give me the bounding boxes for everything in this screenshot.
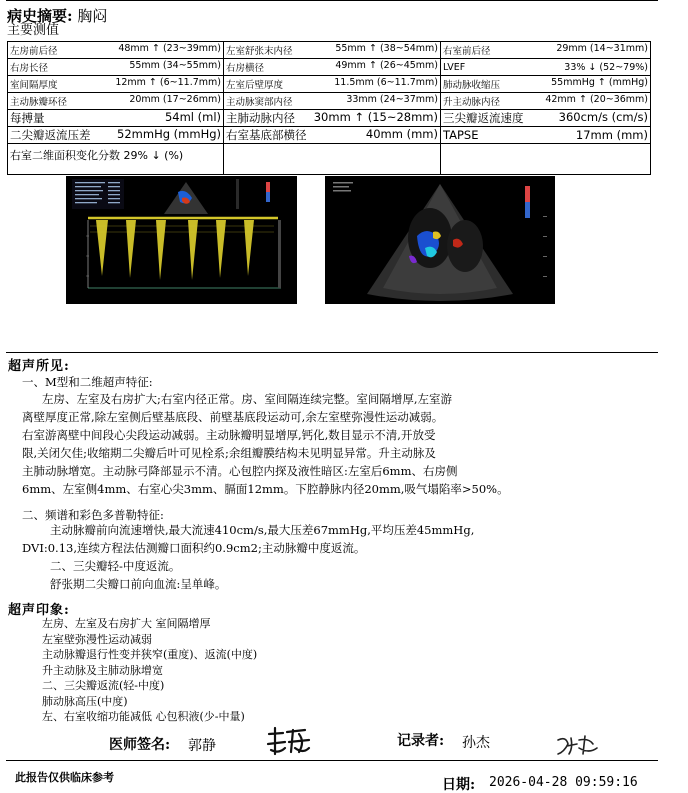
measurement-row <box>8 144 651 175</box>
measurement-row <box>8 42 651 59</box>
findings-line: 限,关闭欠佳;收缩期二尖瓣后叶可见栓系;余组瓣膜结构未见明显异常。升主动脉及 <box>22 446 436 460</box>
measurement-value: 49mm ↑ (26~45mm) <box>335 60 438 71</box>
measurement-label: 左室后壁厚度 <box>226 80 284 91</box>
measurement-value: 55mm ↑ (38~54mm) <box>335 43 438 54</box>
measurement-value: 29mm (14~31mm) <box>556 43 648 54</box>
measurement-label: 主肺动脉内径 <box>226 111 295 125</box>
doppler-line: 二、三尖瓣轻-中度返流。 <box>50 559 181 573</box>
measurement-label: 右室基底部横径 <box>226 128 307 142</box>
measurement-row <box>8 110 651 127</box>
measurement-cell <box>441 76 651 93</box>
clinical-reference-note: 此报告仅供临床参考 <box>15 771 114 784</box>
measurement-label: 主动脉窦部内径 <box>226 97 293 108</box>
measurement-label: 每搏量 <box>10 111 45 125</box>
measurement-value: 11.5mm (6~11.7mm) <box>334 77 438 88</box>
measurement-row <box>8 127 651 144</box>
measurement-cell <box>224 127 441 144</box>
doctor-signature-label: 医师签名: <box>109 737 171 753</box>
report-datetime: 2026-04-28 09:59:16 <box>489 775 638 790</box>
findings-line: 左房、左室及右房扩大;右室内径正常。房、室间隔连续完整。室间隔增厚,左室游 <box>42 392 453 406</box>
measurement-label: 三尖瓣返流速度 <box>443 111 524 125</box>
findings-part1-heading: 一、M型和二维超声特征: <box>22 375 153 389</box>
measurement-label: 肺动脉收缩压 <box>443 80 501 91</box>
findings-line: 右室游离壁中间段心尖段运动减弱。主动脉瓣明显增厚,钙化,数目显示不清,开放受 <box>22 428 436 442</box>
findings-title: 超声所见: <box>8 359 70 374</box>
signature-divider <box>6 760 658 761</box>
history-summary-label: 病史摘要: <box>7 7 73 25</box>
impression-line: 左、右室收缩功能减低 心包积液(少-中量) <box>42 710 245 723</box>
measurement-value: 40mm (mm) <box>365 127 438 141</box>
measurement-value: 42mm ↑ (20~36mm) <box>545 94 648 105</box>
measurements-table <box>7 41 651 175</box>
impression-title: 超声印象: <box>8 603 70 618</box>
measurement-value: 55mmHg ↑ (mmHg) <box>551 77 648 88</box>
doppler-spectrum-image <box>66 176 297 304</box>
measurement-label: LVEF <box>443 61 466 73</box>
measurement-cell <box>224 110 441 127</box>
measurement-label: 右房横径 <box>226 63 265 74</box>
measurement-label: 室间隔厚度 <box>10 80 58 91</box>
recorder-label: 记录者: <box>397 733 445 749</box>
empty-cell <box>224 144 441 175</box>
measurement-label: 左室舒张末内径 <box>226 46 293 57</box>
measurement-label: TAPSE <box>443 128 479 142</box>
top-border <box>6 0 658 1</box>
measurement-row <box>8 93 651 110</box>
measurements-title: 主要测值 <box>7 23 60 38</box>
measurement-cell <box>8 127 224 144</box>
recorder-name: 孙杰 <box>462 735 490 751</box>
doctor-name: 郭静 <box>188 738 216 754</box>
measurement-cell <box>224 93 441 110</box>
measurement-label: 左房前后径 <box>10 46 58 57</box>
measurement-label: 右室前后径 <box>443 46 491 57</box>
measurement-value: 17mm (mm) <box>575 128 648 142</box>
impression-line: 肺动脉高压(中度) <box>42 694 128 708</box>
measurement-cell <box>8 110 224 127</box>
history-summary-value: 胸闷 <box>77 7 108 25</box>
measurement-value: 55mm (34~55mm) <box>129 60 221 71</box>
findings-divider <box>6 352 658 353</box>
measurement-cell <box>441 127 651 144</box>
recorder-handwritten-signature <box>555 732 601 758</box>
measurement-label: 二尖瓣返流压差 <box>10 128 91 142</box>
measurement-value: 33mm (24~37mm) <box>346 94 438 105</box>
doppler-line: 主动脉瓣前向流速增快,最大流速410cm/s,最大压差67mmHg,平均压差45mmHg, <box>50 523 475 537</box>
measurement-cell <box>441 93 651 110</box>
impression-line: 左室壁弥漫性运动减弱 <box>42 632 152 646</box>
measurement-value: 12mm ↑ (6~11.7mm) <box>115 77 221 88</box>
measurement-cell <box>441 42 651 59</box>
measurement-value: 33% ↓ (52~79%) <box>564 61 648 73</box>
impression-line: 二、三尖瓣返流(轻-中度) <box>42 679 165 692</box>
measurement-cell <box>8 76 224 93</box>
findings-line: 离壁厚度正常,除左室侧后壁基底段、前壁基底段运动可,余左室壁弥漫性运动减弱。 <box>22 410 444 424</box>
measurement-value: 52mmHg (mmHg) <box>117 127 221 141</box>
date-label: 日期: <box>442 777 476 793</box>
doctor-handwritten-signature <box>265 724 315 760</box>
findings-line: 主肺动脉增宽。主动脉弓降部显示不清。心包腔内探及液性暗区:左室后6mm、右房侧 <box>22 464 458 478</box>
measurement-label: 升主动脉内径 <box>443 97 501 108</box>
findings-line: 6mm、左室侧4mm、右室心尖3mm、膈面12mm。下腔静脉内径20mm,吸气塌陷率>50%。 <box>22 482 509 496</box>
measurement-cell <box>224 42 441 59</box>
measurement-cell <box>441 59 651 76</box>
measurement-cell <box>224 76 441 93</box>
measurement-label: 右房长径 <box>10 63 49 74</box>
measurement-cell <box>441 110 651 127</box>
measurement-row <box>8 76 651 93</box>
measurement-cell <box>224 59 441 76</box>
measurement-value: 48mm ↑ (23~39mm) <box>118 43 221 54</box>
measurement-value: 360cm/s (cm/s) <box>558 110 648 124</box>
impression-line: 主动脉瓣退行性变并狭窄(重度)、返流(中度) <box>42 648 258 661</box>
measurement-cell <box>8 42 224 59</box>
impression-line: 升主动脉及主肺动脉增宽 <box>42 663 163 677</box>
measurement-value: 54ml (ml) <box>164 110 221 124</box>
findings-part2-heading: 二、频谱和彩色多普勒特征: <box>22 508 164 522</box>
measurement-value: 20mm (17~26mm) <box>129 94 221 105</box>
impression-line: 左房、左室及右房扩大 室间隔增厚 <box>42 617 211 630</box>
empty-cell <box>441 144 651 175</box>
doppler-line: DVI:0.13,连续方程法估测瓣口面积约0.9cm2;主动脉瓣中度返流。 <box>22 541 366 555</box>
doppler-line: 舒张期二尖瓣口前向血流:呈单峰。 <box>50 577 227 591</box>
measurement-cell <box>8 93 224 110</box>
measurement-cell <box>8 59 224 76</box>
measurement-label: 主动脉瓣环径 <box>10 97 68 108</box>
color-doppler-image <box>325 176 555 304</box>
rv-fac-cell: 右室二维面积变化分数 29% ↓ (%) <box>8 144 224 175</box>
measurement-value: 30mm ↑ (15~28mm) <box>313 110 438 124</box>
measurement-row <box>8 59 651 76</box>
